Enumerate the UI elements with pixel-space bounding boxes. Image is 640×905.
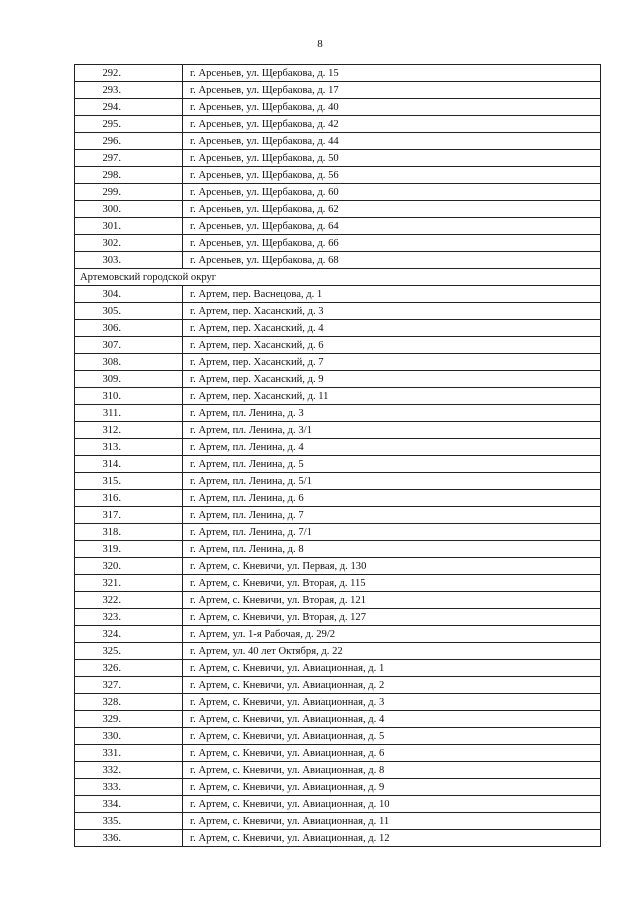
row-number: 307. <box>75 337 183 354</box>
row-number: 303. <box>75 252 183 269</box>
table-row <box>75 337 601 354</box>
row-address: г. Артем, с. Кневичи, ул. Первая, д. 130 <box>183 558 601 575</box>
row-number: 327. <box>75 677 183 694</box>
table-row <box>75 694 601 711</box>
table-row <box>75 303 601 320</box>
row-number: 299. <box>75 184 183 201</box>
row-address: г. Артем, пл. Ленина, д. 4 <box>183 439 601 456</box>
table-row <box>75 116 601 133</box>
table-row <box>75 558 601 575</box>
row-address: г. Артем, с. Кневичи, ул. Авиационная, д. 9 <box>183 779 601 796</box>
row-address: г. Артем, с. Кневичи, ул. Авиационная, д. 5 <box>183 728 601 745</box>
row-address: г. Артем, пл. Ленина, д. 3/1 <box>183 422 601 439</box>
row-address: г. Арсеньев, ул. Щербакова, д. 68 <box>183 252 601 269</box>
row-address: г. Артем, пл. Ленина, д. 6 <box>183 490 601 507</box>
table-row <box>75 320 601 337</box>
table-row <box>75 575 601 592</box>
row-address: г. Артем, пл. Ленина, д. 8 <box>183 541 601 558</box>
table-row <box>75 592 601 609</box>
row-address: г. Арсеньев, ул. Щербакова, д. 42 <box>183 116 601 133</box>
row-address: г. Артем, с. Кневичи, ул. Авиационная, д. 6 <box>183 745 601 762</box>
row-address: г. Арсеньев, ул. Щербакова, д. 15 <box>183 65 601 82</box>
row-number: 335. <box>75 813 183 830</box>
row-address: г. Артем, с. Кневичи, ул. Авиационная, д. 4 <box>183 711 601 728</box>
row-number: 306. <box>75 320 183 337</box>
row-number: 319. <box>75 541 183 558</box>
row-address: г. Арсеньев, ул. Щербакова, д. 56 <box>183 167 601 184</box>
row-number: 332. <box>75 762 183 779</box>
table-row <box>75 184 601 201</box>
table-row <box>75 524 601 541</box>
row-address: г. Артем, с. Кневичи, ул. Авиационная, д. 8 <box>183 762 601 779</box>
row-number: 333. <box>75 779 183 796</box>
row-number: 326. <box>75 660 183 677</box>
row-address: г. Артем, пл. Ленина, д. 5 <box>183 456 601 473</box>
row-address: г. Арсеньев, ул. Щербакова, д. 62 <box>183 201 601 218</box>
table-row <box>75 626 601 643</box>
row-address: г. Арсеньев, ул. Щербакова, д. 60 <box>183 184 601 201</box>
row-address: г. Арсеньев, ул. Щербакова, д. 50 <box>183 150 601 167</box>
table-row <box>75 507 601 524</box>
table-row <box>75 388 601 405</box>
row-number: 295. <box>75 116 183 133</box>
row-number: 331. <box>75 745 183 762</box>
row-number: 315. <box>75 473 183 490</box>
row-number: 298. <box>75 167 183 184</box>
table-row <box>75 609 601 626</box>
table-row <box>75 65 601 82</box>
row-number: 330. <box>75 728 183 745</box>
table-row <box>75 218 601 235</box>
row-address: г. Артем, пер. Хасанский, д. 6 <box>183 337 601 354</box>
table-row <box>75 745 601 762</box>
table-row <box>75 422 601 439</box>
row-address: г. Артем, пер. Васнецова, д. 1 <box>183 286 601 303</box>
table-row <box>75 728 601 745</box>
row-address: г. Артем, с. Кневичи, ул. Вторая, д. 115 <box>183 575 601 592</box>
row-number: 296. <box>75 133 183 150</box>
row-number: 310. <box>75 388 183 405</box>
row-number: 316. <box>75 490 183 507</box>
row-number: 302. <box>75 235 183 252</box>
table-row <box>75 99 601 116</box>
address-table-body <box>75 65 601 847</box>
row-number: 300. <box>75 201 183 218</box>
row-number: 293. <box>75 82 183 99</box>
row-address: г. Артем, пл. Ленина, д. 3 <box>183 405 601 422</box>
row-number: 297. <box>75 150 183 167</box>
table-row <box>75 796 601 813</box>
section-header-row <box>75 269 601 286</box>
table-row <box>75 439 601 456</box>
table-row <box>75 813 601 830</box>
row-address: г. Артем, пер. Хасанский, д. 3 <box>183 303 601 320</box>
row-number: 329. <box>75 711 183 728</box>
row-address: г. Артем, с. Кневичи, ул. Авиационная, д. 1 <box>183 660 601 677</box>
row-number: 323. <box>75 609 183 626</box>
table-row <box>75 711 601 728</box>
row-address: г. Артем, с. Кневичи, ул. Вторая, д. 121 <box>183 592 601 609</box>
table-row <box>75 473 601 490</box>
table-row <box>75 133 601 150</box>
row-number: 325. <box>75 643 183 660</box>
row-number: 336. <box>75 830 183 847</box>
address-table <box>74 64 601 847</box>
row-address: г. Арсеньев, ул. Щербакова, д. 17 <box>183 82 601 99</box>
row-address: г. Артем, пл. Ленина, д. 5/1 <box>183 473 601 490</box>
row-number: 328. <box>75 694 183 711</box>
row-address: г. Артем, ул. 1-я Рабочая, д. 29/2 <box>183 626 601 643</box>
table-row <box>75 252 601 269</box>
row-address: г. Артем, с. Кневичи, ул. Авиационная, д. 10 <box>183 796 601 813</box>
row-address: г. Арсеньев, ул. Щербакова, д. 44 <box>183 133 601 150</box>
row-address: г. Арсеньев, ул. Щербакова, д. 64 <box>183 218 601 235</box>
table-row <box>75 82 601 99</box>
row-number: 320. <box>75 558 183 575</box>
row-address: г. Артем, пл. Ленина, д. 7 <box>183 507 601 524</box>
row-address: г. Артем, с. Кневичи, ул. Авиационная, д. 12 <box>183 830 601 847</box>
row-address: г. Артем, пер. Хасанский, д. 9 <box>183 371 601 388</box>
row-number: 318. <box>75 524 183 541</box>
row-address: г. Арсеньев, ул. Щербакова, д. 40 <box>183 99 601 116</box>
table-row <box>75 490 601 507</box>
table-row <box>75 235 601 252</box>
row-number: 305. <box>75 303 183 320</box>
row-number: 321. <box>75 575 183 592</box>
row-address: г. Артем, пер. Хасанский, д. 11 <box>183 388 601 405</box>
table-row <box>75 762 601 779</box>
table-row <box>75 643 601 660</box>
row-address: г. Артем, пер. Хасанский, д. 4 <box>183 320 601 337</box>
table-row <box>75 150 601 167</box>
row-number: 314. <box>75 456 183 473</box>
row-number: 317. <box>75 507 183 524</box>
row-number: 309. <box>75 371 183 388</box>
row-number: 312. <box>75 422 183 439</box>
table-row <box>75 286 601 303</box>
row-address: г. Артем, с. Кневичи, ул. Вторая, д. 127 <box>183 609 601 626</box>
row-address: г. Артем, ул. 40 лет Октября, д. 22 <box>183 643 601 660</box>
row-number: 304. <box>75 286 183 303</box>
row-number: 292. <box>75 65 183 82</box>
table-row <box>75 405 601 422</box>
row-address: г. Артем, пл. Ленина, д. 7/1 <box>183 524 601 541</box>
table-row <box>75 779 601 796</box>
table-row <box>75 830 601 847</box>
row-address: г. Артем, пер. Хасанский, д. 7 <box>183 354 601 371</box>
table-row <box>75 371 601 388</box>
row-number: 313. <box>75 439 183 456</box>
row-address: г. Арсеньев, ул. Щербакова, д. 66 <box>183 235 601 252</box>
table-row <box>75 167 601 184</box>
row-address: г. Артем, с. Кневичи, ул. Авиационная, д. 11 <box>183 813 601 830</box>
row-number: 301. <box>75 218 183 235</box>
table-row <box>75 660 601 677</box>
row-number: 294. <box>75 99 183 116</box>
table-row <box>75 354 601 371</box>
row-number: 308. <box>75 354 183 371</box>
row-number: 324. <box>75 626 183 643</box>
table-row <box>75 201 601 218</box>
row-number: 311. <box>75 405 183 422</box>
row-number: 322. <box>75 592 183 609</box>
table-row <box>75 456 601 473</box>
row-number: 334. <box>75 796 183 813</box>
page-number: 8 <box>317 38 323 50</box>
table-row <box>75 541 601 558</box>
section-label: Артемовский городской округ <box>75 269 601 286</box>
row-address: г. Артем, с. Кневичи, ул. Авиационная, д. 2 <box>183 677 601 694</box>
table-row <box>75 677 601 694</box>
row-address: г. Артем, с. Кневичи, ул. Авиационная, д. 3 <box>183 694 601 711</box>
